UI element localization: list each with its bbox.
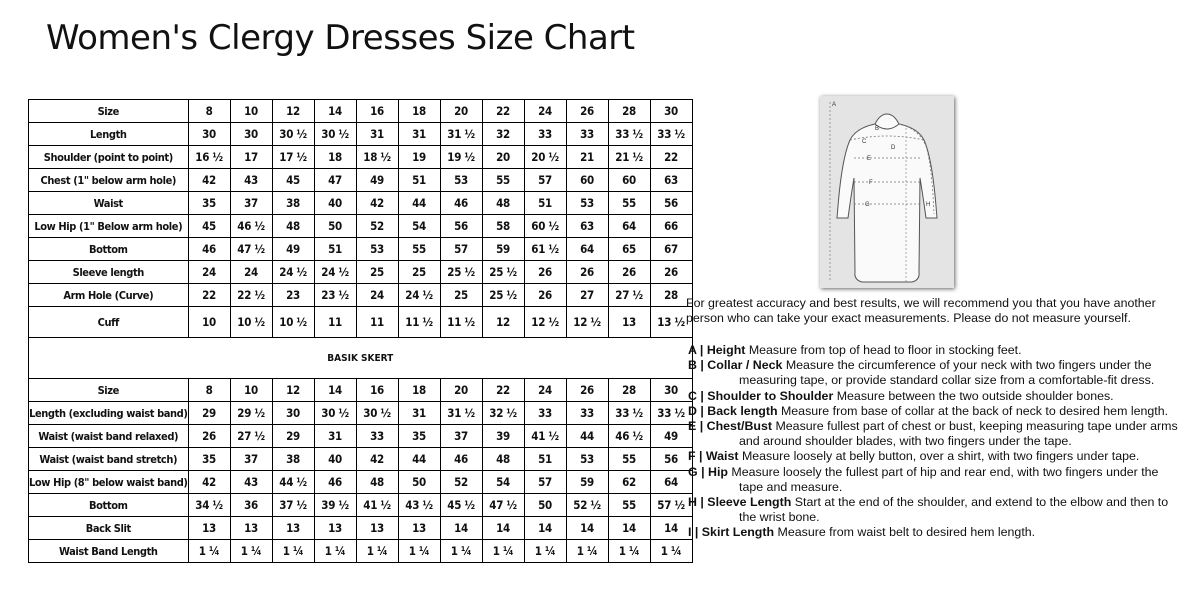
row-label: Bottom <box>29 238 189 261</box>
table-cell: 1 ¼ <box>566 540 608 563</box>
table-cell: 17 <box>230 146 272 169</box>
table-cell: 30 <box>650 379 692 402</box>
table-cell: 49 <box>272 238 314 261</box>
table-cell: 30 <box>272 402 314 425</box>
dress-row <box>29 307 693 338</box>
skirt-row <box>29 471 693 494</box>
table-cell: 37 <box>440 425 482 448</box>
table-cell: 27 ½ <box>230 425 272 448</box>
table-cell: 40 <box>314 192 356 215</box>
table-cell: 30 ½ <box>314 123 356 146</box>
measurement-text: Start at the end of the shoulder, and extend to the elbow and then to the wrist bone. <box>739 495 1169 525</box>
table-cell: 24 ½ <box>272 261 314 284</box>
table-cell: 27 ½ <box>608 284 650 307</box>
table-cell: 21 ½ <box>608 146 650 169</box>
size-chart-table <box>28 99 693 563</box>
table-cell: 11 ½ <box>440 307 482 338</box>
table-cell: 49 <box>356 169 398 192</box>
table-cell: 42 <box>356 448 398 471</box>
row-label: Shoulder (point to point) <box>29 146 189 169</box>
measurement-item <box>688 389 1178 404</box>
table-cell: 32 <box>482 123 524 146</box>
table-cell: 24 ½ <box>314 261 356 284</box>
table-cell: 42 <box>356 192 398 215</box>
dress-row <box>29 238 693 261</box>
table-cell: 25 <box>356 261 398 284</box>
row-label: Length <box>29 123 189 146</box>
measurement-item <box>688 525 1178 540</box>
measurement-item <box>688 495 1178 525</box>
table-cell: 14 <box>650 517 692 540</box>
table-cell: 26 <box>566 379 608 402</box>
dress-diagram <box>820 96 954 288</box>
table-cell: 56 <box>440 215 482 238</box>
dress-row <box>29 192 693 215</box>
marker-b: B <box>875 126 880 132</box>
table-cell: 24 <box>524 379 566 402</box>
table-cell: 58 <box>482 215 524 238</box>
table-cell: 25 ½ <box>440 261 482 284</box>
table-cell: 10 <box>230 379 272 402</box>
table-cell: 44 <box>566 425 608 448</box>
row-label: Chest (1" below arm hole) <box>29 169 189 192</box>
table-cell: 30 <box>230 123 272 146</box>
table-cell: 18 <box>398 379 440 402</box>
skirt-row <box>29 517 693 540</box>
table-cell: 47 ½ <box>230 238 272 261</box>
measurement-item <box>688 449 1178 464</box>
row-label: Bottom <box>29 494 189 517</box>
table-cell: 62 <box>608 471 650 494</box>
table-cell: 1 ¼ <box>482 540 524 563</box>
table-cell: 11 <box>314 307 356 338</box>
table-cell: 35 <box>188 448 230 471</box>
measurement-item <box>688 419 1178 449</box>
table-cell: 53 <box>566 448 608 471</box>
table-cell: 22 <box>650 146 692 169</box>
skirt-section-title: BASIK SKERT <box>29 338 693 379</box>
table-cell: 33 ½ <box>650 402 692 425</box>
table-cell: 38 <box>272 192 314 215</box>
table-cell: 12 <box>272 100 314 123</box>
table-cell: 17 ½ <box>272 146 314 169</box>
table-cell: 26 <box>566 261 608 284</box>
table-cell: 50 <box>524 494 566 517</box>
table-cell: 13 <box>398 517 440 540</box>
table-cell: 57 <box>524 471 566 494</box>
measurement-text: Measure the circumference of your neck with two fingers under the measuring tape, or provide standard collar size from a comfortable-fit dress. <box>739 358 1155 388</box>
marker-h: H <box>926 202 931 208</box>
measurement-instructions <box>688 343 1178 541</box>
table-cell: 12 ½ <box>566 307 608 338</box>
table-cell: 26 <box>188 425 230 448</box>
row-label: Low Hip (8" below waist band) <box>29 471 189 494</box>
row-label: Low Hip (1" Below arm hole) <box>29 215 189 238</box>
dress-row <box>29 146 693 169</box>
table-cell: 13 <box>230 517 272 540</box>
table-cell: 12 ½ <box>524 307 566 338</box>
measurement-text: Measure fullest part of chest or bust, keeping measuring tape under arms and around shoulder blades, with two fingers under the tape. <box>739 419 1178 449</box>
table-cell: 39 ½ <box>314 494 356 517</box>
table-cell: 51 <box>524 192 566 215</box>
table-cell: 51 <box>524 448 566 471</box>
page-title: Women's Clergy Dresses Size Chart <box>46 18 635 58</box>
table-cell: 47 <box>314 169 356 192</box>
skirt-row <box>29 448 693 471</box>
row-label: Arm Hole (Curve) <box>29 284 189 307</box>
table-cell: 14 <box>524 517 566 540</box>
table-cell: 67 <box>650 238 692 261</box>
table-cell: 33 <box>524 123 566 146</box>
row-label: Length (excluding waist band) <box>29 402 189 425</box>
row-label: Size <box>29 100 189 123</box>
table-cell: 30 <box>188 123 230 146</box>
table-cell: 16 <box>356 100 398 123</box>
table-cell: 19 <box>398 146 440 169</box>
measurement-term: E | Chest/Bust <box>688 419 773 434</box>
table-cell: 37 ½ <box>272 494 314 517</box>
table-cell: 12 <box>482 307 524 338</box>
table-cell: 35 <box>398 425 440 448</box>
table-cell: 24 <box>524 100 566 123</box>
table-cell: 61 ½ <box>524 238 566 261</box>
table-cell: 44 ½ <box>272 471 314 494</box>
table-cell: 46 <box>440 192 482 215</box>
table-cell: 31 <box>314 425 356 448</box>
table-cell: 43 ½ <box>398 494 440 517</box>
table-cell: 49 <box>650 425 692 448</box>
table-cell: 1 ¼ <box>188 540 230 563</box>
table-cell: 33 ½ <box>608 402 650 425</box>
table-cell: 64 <box>608 215 650 238</box>
dress-row <box>29 261 693 284</box>
table-cell: 48 <box>356 471 398 494</box>
skirt-row <box>29 425 693 448</box>
table-cell: 28 <box>650 284 692 307</box>
table-cell: 26 <box>608 261 650 284</box>
table-cell: 50 <box>314 215 356 238</box>
table-cell: 50 <box>398 471 440 494</box>
table-cell: 24 <box>230 261 272 284</box>
table-cell: 31 ½ <box>440 402 482 425</box>
intro-note <box>686 296 1176 326</box>
table-cell: 20 <box>440 100 482 123</box>
table-cell: 56 <box>650 192 692 215</box>
table-cell: 39 <box>482 425 524 448</box>
table-cell: 46 <box>314 471 356 494</box>
table-cell: 46 <box>188 238 230 261</box>
table-cell: 13 <box>356 517 398 540</box>
table-cell: 13 <box>188 517 230 540</box>
table-cell: 55 <box>608 448 650 471</box>
table-cell: 36 <box>230 494 272 517</box>
table-cell: 57 <box>524 169 566 192</box>
measurement-term: C | Shoulder to Shoulder <box>688 388 834 403</box>
dress-row <box>29 284 693 307</box>
table-cell: 11 <box>356 307 398 338</box>
table-cell: 47 ½ <box>482 494 524 517</box>
table-cell: 55 <box>482 169 524 192</box>
table-cell: 30 ½ <box>314 402 356 425</box>
table-cell: 48 <box>482 448 524 471</box>
table-cell: 13 ½ <box>650 307 692 338</box>
table-cell: 55 <box>608 192 650 215</box>
table-cell: 52 ½ <box>566 494 608 517</box>
dress-row <box>29 169 693 192</box>
table-cell: 59 <box>566 471 608 494</box>
table-cell: 12 <box>272 379 314 402</box>
table-cell: 54 <box>398 215 440 238</box>
marker-e: E <box>867 156 872 162</box>
row-label: Waist <box>29 192 189 215</box>
table-cell: 25 <box>440 284 482 307</box>
table-cell: 21 <box>566 146 608 169</box>
table-cell: 1 ¼ <box>314 540 356 563</box>
table-cell: 34 ½ <box>188 494 230 517</box>
table-cell: 13 <box>314 517 356 540</box>
row-label: Sleeve length <box>29 261 189 284</box>
table-cell: 1 ¼ <box>608 540 650 563</box>
table-cell: 56 <box>650 448 692 471</box>
measurement-item <box>688 465 1178 495</box>
measurement-item <box>688 343 1178 358</box>
table-cell: 8 <box>188 379 230 402</box>
table-cell: 22 ½ <box>230 284 272 307</box>
table-cell: 14 <box>566 517 608 540</box>
dress-table-body <box>29 100 693 338</box>
table-cell: 60 <box>566 169 608 192</box>
measurement-term: A | Height <box>688 343 746 357</box>
table-cell: 46 ½ <box>608 425 650 448</box>
table-cell: 10 ½ <box>272 307 314 338</box>
skirt-header-row <box>29 379 693 402</box>
row-label: Waist (waist band relaxed) <box>29 425 189 448</box>
measurement-term: F | Waist <box>688 449 739 464</box>
row-label: Back Slit <box>29 517 189 540</box>
marker-a: A <box>832 102 837 108</box>
table-cell: 10 <box>230 100 272 123</box>
marker-g: G <box>865 202 870 208</box>
table-cell: 55 <box>398 238 440 261</box>
table-cell: 31 <box>398 402 440 425</box>
table-cell: 26 <box>524 284 566 307</box>
table-cell: 63 <box>566 215 608 238</box>
table-cell: 45 <box>272 169 314 192</box>
table-cell: 29 <box>188 402 230 425</box>
table-cell: 60 ½ <box>524 215 566 238</box>
table-cell: 23 <box>272 284 314 307</box>
row-label: Waist (waist band stretch) <box>29 448 189 471</box>
table-cell: 30 ½ <box>272 123 314 146</box>
table-cell: 20 <box>440 379 482 402</box>
measurement-text: Measure from waist belt to desired hem length. <box>774 525 1036 540</box>
table-cell: 53 <box>440 169 482 192</box>
table-cell: 29 ½ <box>230 402 272 425</box>
table-cell: 37 <box>230 448 272 471</box>
table-cell: 24 <box>356 284 398 307</box>
table-cell: 40 <box>314 448 356 471</box>
skirt-row <box>29 402 693 425</box>
table-cell: 52 <box>440 471 482 494</box>
table-cell: 44 <box>398 192 440 215</box>
table-cell: 14 <box>314 100 356 123</box>
marker-f: F <box>869 180 873 186</box>
table-cell: 35 <box>188 192 230 215</box>
table-cell: 65 <box>608 238 650 261</box>
intro-note-text: For greatest accuracy and best results, we will recommend you that you have another person who can take your exact measurements. Please do not measure yourself. <box>686 296 1156 326</box>
table-cell: 33 <box>566 402 608 425</box>
table-cell: 48 <box>272 215 314 238</box>
table-cell: 54 <box>482 471 524 494</box>
table-cell: 22 <box>482 100 524 123</box>
table-cell: 59 <box>482 238 524 261</box>
table-cell: 19 ½ <box>440 146 482 169</box>
table-cell: 20 ½ <box>524 146 566 169</box>
table-cell: 20 <box>482 146 524 169</box>
table-cell: 1 ¼ <box>524 540 566 563</box>
table-cell: 14 <box>440 517 482 540</box>
table-cell: 1 ¼ <box>230 540 272 563</box>
table-cell: 22 <box>482 379 524 402</box>
table-cell: 18 <box>314 146 356 169</box>
table-cell: 43 <box>230 471 272 494</box>
table-cell: 10 ½ <box>230 307 272 338</box>
measurement-term: I | Skirt Length <box>688 525 775 540</box>
table-cell: 46 <box>440 448 482 471</box>
table-cell: 32 ½ <box>482 402 524 425</box>
table-cell: 46 ½ <box>230 215 272 238</box>
table-cell: 53 <box>356 238 398 261</box>
dress-row <box>29 215 693 238</box>
skirt-section-row <box>29 338 693 379</box>
table-cell: 52 <box>356 215 398 238</box>
row-label: Waist Band Length <box>29 540 189 563</box>
table-cell: 33 ½ <box>650 123 692 146</box>
measurement-text: Measure from top of head to floor in stocking feet. <box>745 343 1022 357</box>
measurement-term: D | Back length <box>688 403 778 418</box>
measurement-figure <box>820 96 954 288</box>
table-cell: 45 ½ <box>440 494 482 517</box>
table-cell: 33 ½ <box>608 123 650 146</box>
table-cell: 11 ½ <box>398 307 440 338</box>
table-cell: 33 <box>524 402 566 425</box>
row-label: Cuff <box>29 307 189 338</box>
row-label: Size <box>29 379 189 402</box>
measurement-term: G | Hip <box>688 464 728 479</box>
table-cell: 51 <box>314 238 356 261</box>
table-cell: 13 <box>608 307 650 338</box>
table-cell: 31 ½ <box>440 123 482 146</box>
table-cell: 41 ½ <box>356 494 398 517</box>
table-cell: 51 <box>398 169 440 192</box>
table-cell: 13 <box>272 517 314 540</box>
table-cell: 53 <box>566 192 608 215</box>
table-cell: 18 ½ <box>356 146 398 169</box>
table-cell: 24 ½ <box>398 284 440 307</box>
table-cell: 63 <box>650 169 692 192</box>
table-cell: 14 <box>482 517 524 540</box>
table-cell: 29 <box>272 425 314 448</box>
skirt-row <box>29 540 693 563</box>
table-cell: 18 <box>398 100 440 123</box>
table-cell: 14 <box>314 379 356 402</box>
table-cell: 26 <box>650 261 692 284</box>
table-cell: 25 <box>398 261 440 284</box>
table-cell: 25 ½ <box>482 284 524 307</box>
table-cell: 42 <box>188 169 230 192</box>
table-cell: 22 <box>188 284 230 307</box>
measurement-text: Measure from base of collar at the back of neck to desired hem length. <box>777 403 1169 418</box>
dress-header-row <box>29 100 693 123</box>
table-cell: 64 <box>566 238 608 261</box>
table-cell: 48 <box>482 192 524 215</box>
table-cell: 16 <box>356 379 398 402</box>
table-cell: 1 ¼ <box>356 540 398 563</box>
table-cell: 1 ¼ <box>650 540 692 563</box>
measurement-item <box>688 358 1178 388</box>
measurement-item <box>688 404 1178 419</box>
table-cell: 37 <box>230 192 272 215</box>
table-cell: 1 ¼ <box>398 540 440 563</box>
table-cell: 41 ½ <box>524 425 566 448</box>
table-cell: 8 <box>188 100 230 123</box>
table-cell: 57 <box>440 238 482 261</box>
table-cell: 10 <box>188 307 230 338</box>
marker-d: D <box>891 145 896 151</box>
marker-c: C <box>862 139 867 145</box>
table-cell: 28 <box>608 379 650 402</box>
table-cell: 28 <box>608 100 650 123</box>
table-cell: 1 ¼ <box>272 540 314 563</box>
table-cell: 1 ¼ <box>440 540 482 563</box>
table-cell: 16 ½ <box>188 146 230 169</box>
table-cell: 33 <box>566 123 608 146</box>
table-cell: 26 <box>566 100 608 123</box>
table-cell: 30 ½ <box>356 402 398 425</box>
table-cell: 55 <box>608 494 650 517</box>
table-cell: 31 <box>356 123 398 146</box>
table-cell: 33 <box>356 425 398 448</box>
measurement-text: Measure loosely at belly button, over a shirt, with two fingers under tape. <box>738 449 1140 464</box>
table-cell: 66 <box>650 215 692 238</box>
table-cell: 25 ½ <box>482 261 524 284</box>
table-cell: 57 ½ <box>650 494 692 517</box>
table-cell: 60 <box>608 169 650 192</box>
table-cell: 30 <box>650 100 692 123</box>
measurement-text: Measure between the two outside shoulder bones. <box>833 388 1114 403</box>
measurement-text: Measure loosely the fullest part of hip and rear end, with two fingers under the tape and measure. <box>727 464 1159 494</box>
table-cell: 64 <box>650 471 692 494</box>
table-cell: 44 <box>398 448 440 471</box>
table-cell: 31 <box>398 123 440 146</box>
measurement-term: H | Sleeve Length <box>688 495 792 510</box>
table-cell: 27 <box>566 284 608 307</box>
dress-row <box>29 123 693 146</box>
table-cell: 23 ½ <box>314 284 356 307</box>
skirt-row <box>29 494 693 517</box>
table-cell: 38 <box>272 448 314 471</box>
table-cell: 24 <box>188 261 230 284</box>
measurement-term: B | Collar / Neck <box>688 358 783 373</box>
table-cell: 45 <box>188 215 230 238</box>
table-cell: 14 <box>608 517 650 540</box>
table-cell: 43 <box>230 169 272 192</box>
table-cell: 42 <box>188 471 230 494</box>
table-cell: 26 <box>524 261 566 284</box>
skirt-table-body <box>29 379 693 563</box>
